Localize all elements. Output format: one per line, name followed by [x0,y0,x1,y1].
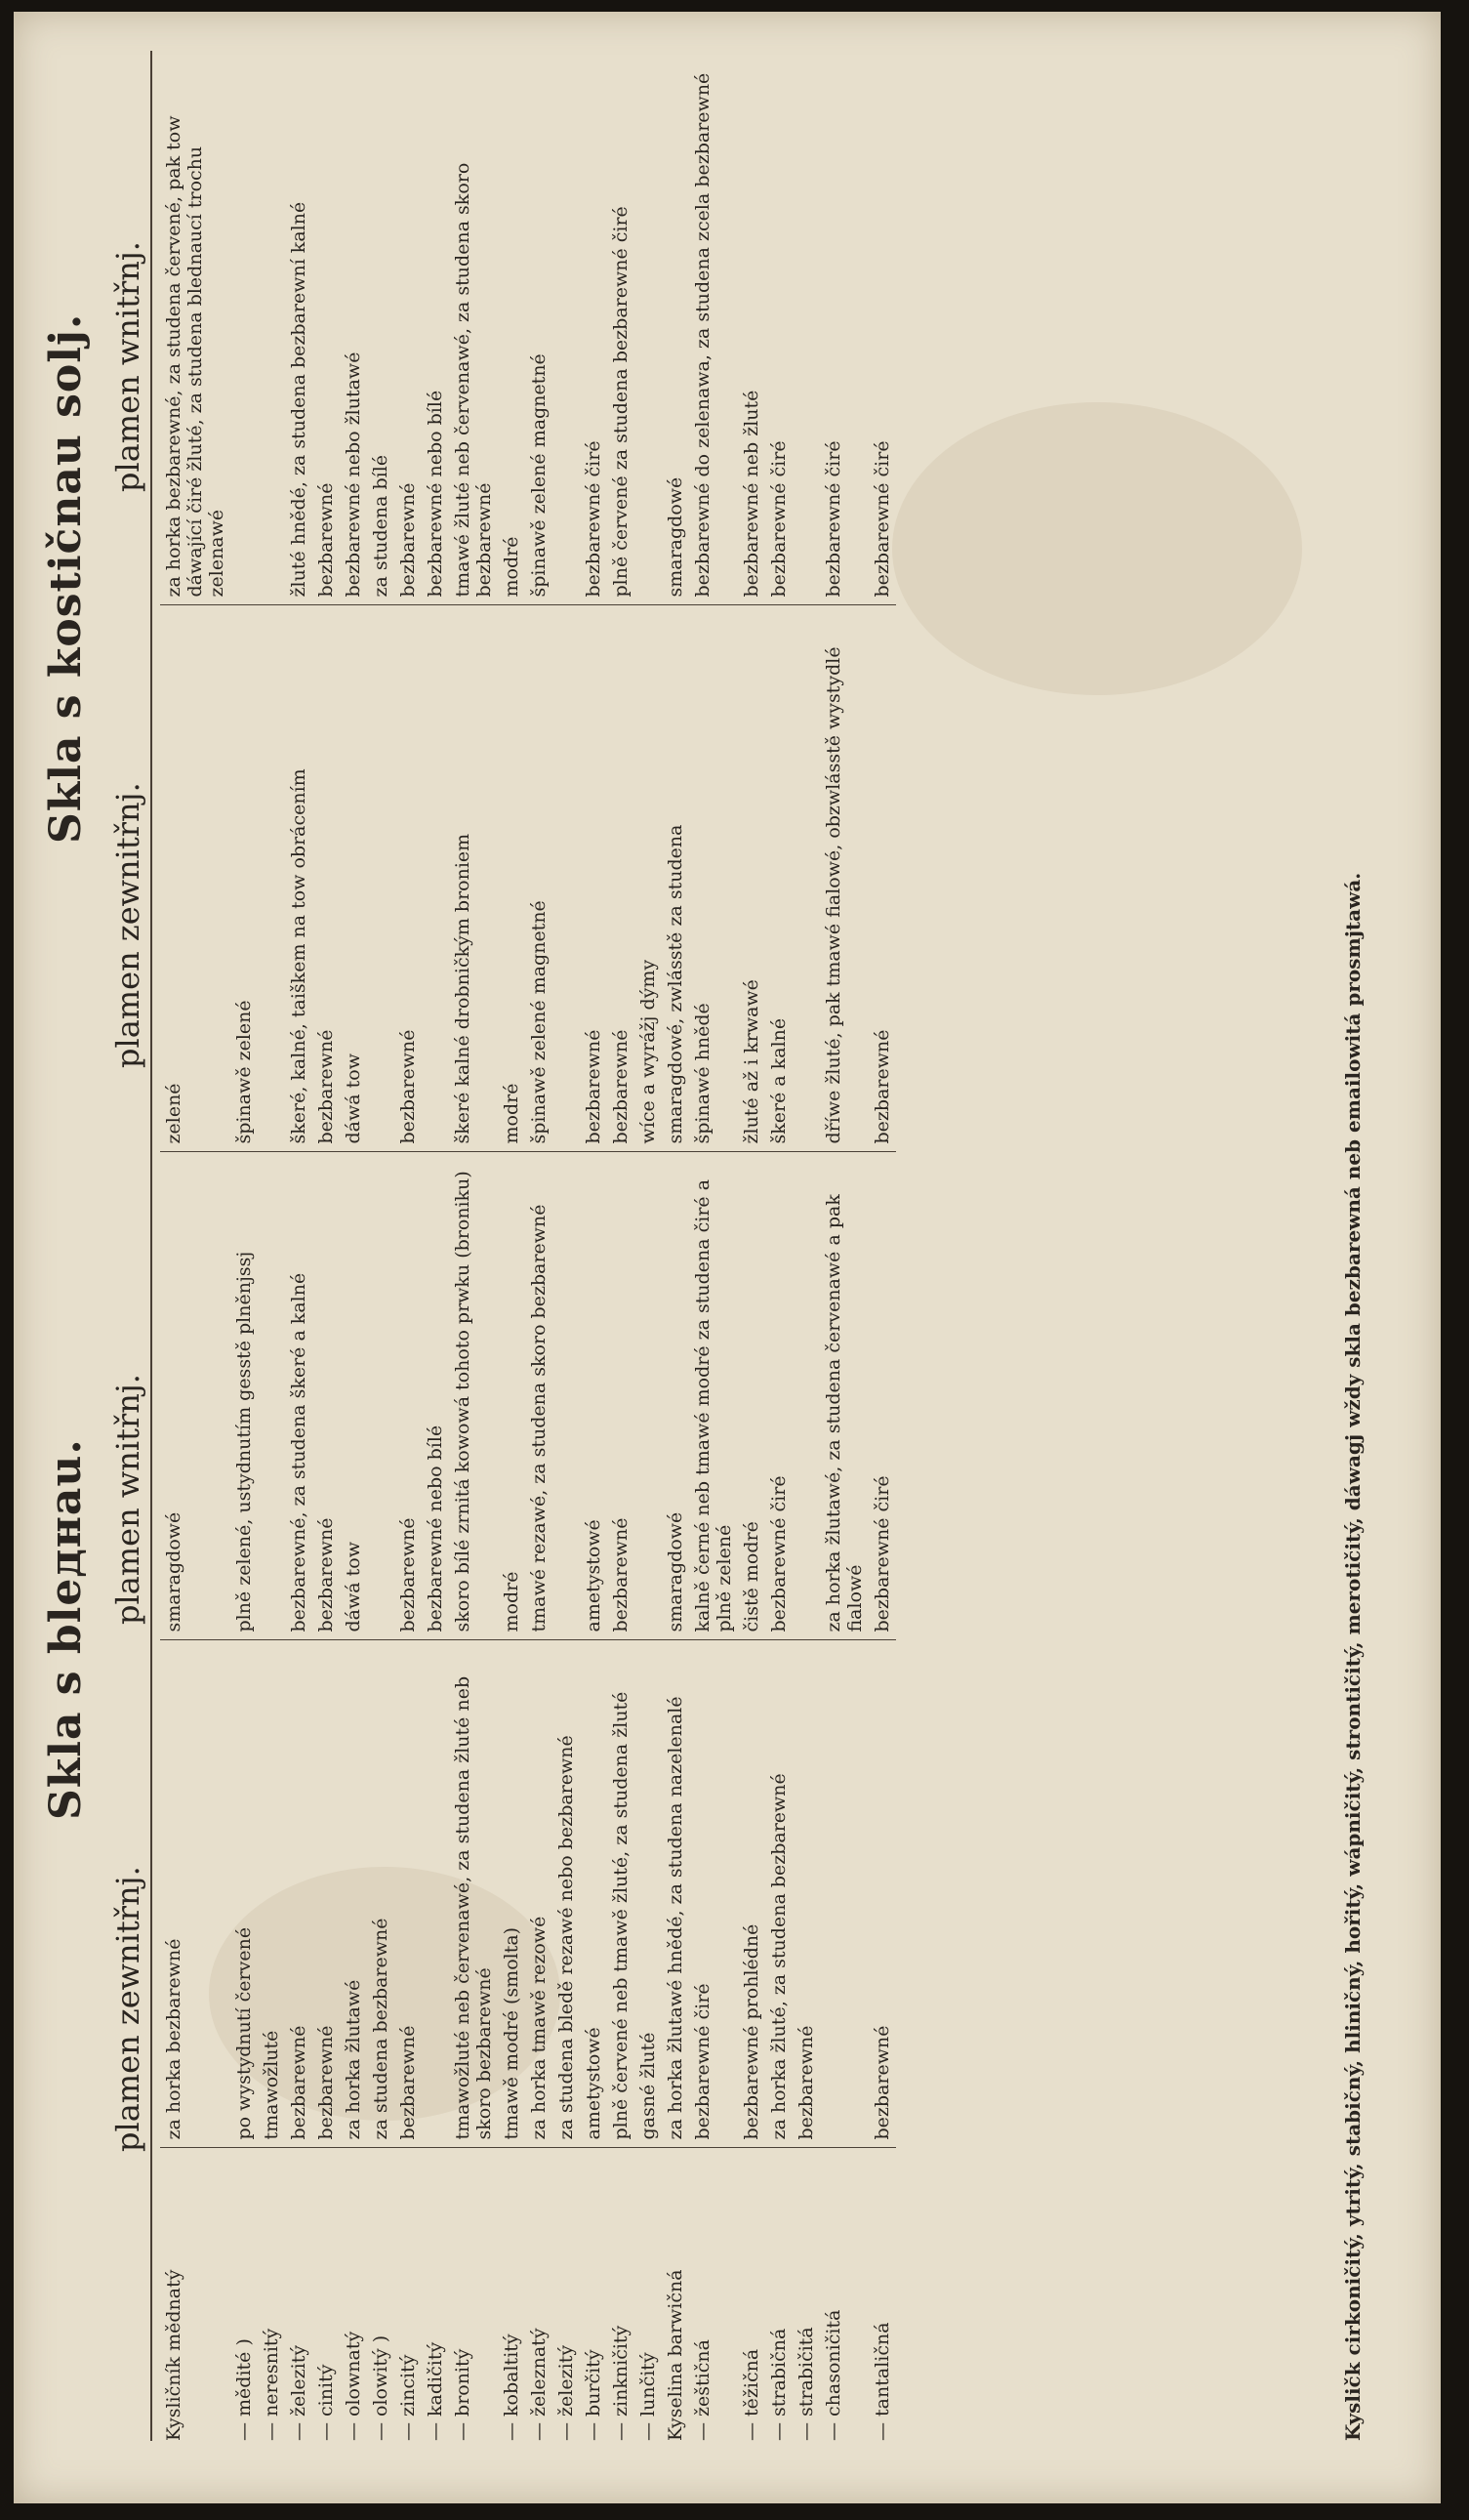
kosticna-outer-cell [422,605,449,1152]
footer-note: Kysličk cirkoničitý, ytritý, stabičný, hliničný, hořitý, wápničitý, strontičitý, merotičitý, dáwagj wždy skla bezbarewná neb emailowitá prosmjtawá. [1341,872,1365,2441]
kosticna-inner-cell: tmawé žluté neb červenawé, za studena skoro bezbarewné [449,59,498,605]
bledna-inner-cell: bezbarewné nebo bílé [422,1152,449,1640]
oxide-flame-table [160,59,896,2441]
substance-cell: — strabičitá [796,2327,817,2441]
kosticna-inner-cell: bezbarewné nebo žlutawé [340,59,367,605]
table-row [820,59,869,2441]
table-row [394,59,422,2441]
kosticna-inner-cell: modré [498,59,525,605]
table-row [285,59,312,2441]
bledna-inner-cell [793,1152,820,1640]
substance-cell: — železitý [555,2344,577,2441]
bledna-outer-cell: gasné žluté [634,1640,662,2148]
bledna-outer-cell: plně červené neb tmawě žluté, za studena žluté [607,1640,634,2148]
kosticna-inner-cell: smaragdowé [662,59,689,605]
subheader-inner-1: plamen wnitřnj. [109,1374,146,1625]
table-row [498,59,525,2441]
bledna-outer-cell: bezbarewné prohlédné [738,1640,765,2148]
kosticna-inner-cell [634,59,662,605]
table-row [449,59,498,2441]
table-row [580,59,607,2441]
kosticna-outer-cell: zelené [160,605,230,1152]
kosticna-outer-cell: bezbarewné [869,605,896,1152]
kosticna-outer-cell [367,605,394,1152]
bledna-inner-cell [634,1152,662,1640]
kosticna-outer-cell [552,605,580,1152]
table-row [160,59,230,2441]
bledna-inner-cell: dáwá tow [340,1152,367,1640]
substance-cell: — železnatý [528,2328,550,2441]
kosticna-inner-cell [230,59,258,605]
kosticna-inner-cell: plně červené za studena bezbarewné čiré [607,59,634,605]
table-row [367,59,394,2441]
table-row [230,59,258,2441]
substance-cell: — kadičitý [425,2341,446,2441]
bledna-outer-cell: bezbarewné [312,1640,340,2148]
table-row [662,59,689,2441]
kosticna-inner-cell [552,59,580,605]
bledna-inner-cell: bezbarewné čiré [765,1152,793,1640]
table-titles [41,70,146,2328]
kosticna-inner-cell: bezbarewné čiré [765,59,793,605]
kosticna-outer-cell: bezbarewné [607,605,634,1152]
rotated-table-sheet [14,12,1441,2503]
substance-cell: — cinitý [315,2364,337,2441]
table-row [869,59,896,2441]
substance-cell: — železitý [288,2344,309,2441]
substance-cell: Kyselina barwičná [665,2269,686,2441]
bledna-inner-cell [258,1152,285,1640]
kosticna-inner-cell: žluté hnědé, za studena bezbarewní kalné [285,59,312,605]
table-row [765,59,793,2441]
table-row [525,59,552,2441]
kosticna-outer-cell [793,605,820,1152]
bledna-outer-cell: za horka žlutawé hnědé, za studena nazelenalé [662,1640,689,2148]
bledna-outer-cell: za horka tmawě rezowé [525,1640,552,2148]
table-row [738,59,765,2441]
kosticna-inner-cell: bezbarewné čiré [869,59,896,605]
kosticna-outer-cell: bezbarewné [312,605,340,1152]
subheader-inner-2: plamen wnitřnj. [109,241,146,492]
kosticna-inner-cell [258,59,285,605]
bledna-inner-cell: bezbarewné, za studena škeré a kalné [285,1152,312,1640]
kosticna-outer-cell: bezbarewné [580,605,607,1152]
table-row [793,59,820,2441]
bledna-inner-cell: kalně černé neb tmawé modré za studena čiré a plně zelené [689,1152,738,1640]
table-row [312,59,340,2441]
group-title-kosticna: Skla s kostičnau solj. [41,312,91,844]
bledna-outer-cell: tmawožluté [258,1640,285,2148]
table-row [340,59,367,2441]
table-row [552,59,580,2441]
bledna-outer-cell [422,1640,449,2148]
header-rule [150,51,152,2441]
bledna-outer-cell: tmawožluté neb červenawé, za studena žluté neb skoro bezbarewné [449,1640,498,2148]
bledna-inner-cell: smaragdowé [160,1152,230,1640]
kosticna-outer-cell: bezbarewné [394,605,422,1152]
substance-cell: — zincitý [397,2354,419,2441]
substance-cell: — bronitý [452,2348,473,2441]
kosticna-outer-cell: dříwe žluté, pak tmawé fialowé, obzwlásstě wystydlé [820,605,869,1152]
substance-cell: — strabičná [768,2328,790,2441]
kosticna-outer-cell: smaragdowé, zwlásstě za studena [662,605,689,1152]
kosticna-outer-cell: škeré kalné drobničkým broniem [449,605,498,1152]
substance-cell: — olowitý ) [370,2334,391,2441]
table-row [607,59,634,2441]
bledna-outer-cell: za studena bezbarewné [367,1640,394,2148]
table-row [422,59,449,2441]
kosticna-inner-cell: špinawě zelené magnetné [525,59,552,605]
bledna-inner-cell: plně zelené, ustydnutím gesstě plněnjssj [230,1152,258,1640]
bledna-inner-cell: modré [498,1152,525,1640]
kosticna-inner-cell: bezbarewné nebo bílé [422,59,449,605]
bledna-inner-cell [552,1152,580,1640]
kosticna-outer-cell: špinawě zelené magnetné [525,605,552,1152]
substance-cell: — burčitý [583,2349,604,2441]
bledna-outer-cell: bezbarewné [869,1640,896,2148]
kosticna-outer-cell: škeré a kalné [765,605,793,1152]
table-row [634,59,662,2441]
bledna-inner-cell: bezbarewné [607,1152,634,1640]
bledna-inner-cell: ametystowé [580,1152,607,1640]
kosticna-outer-cell [258,605,285,1152]
subheader-outer-1: plamen zewnitřnj. [109,1866,146,2152]
kosticna-inner-cell: bezbarewné čiré [820,59,869,605]
substance-cell: — kobaltitý [501,2334,522,2441]
bledna-outer-cell: tmawě modré (smolta) [498,1640,525,2148]
bledna-inner-cell: skoro bílé zrnitá kowowá tohoto prwku (broniku) [449,1152,498,1640]
bledna-inner-cell: bezbarewné čiré [869,1152,896,1640]
table-row [258,59,285,2441]
kosticna-inner-cell: bezbarewné [312,59,340,605]
kosticna-outer-cell: špinawé hnědé [689,605,738,1152]
kosticna-inner-cell: bezbarewné [394,59,422,605]
scanned-page [14,12,1441,2503]
bledna-inner-cell [367,1152,394,1640]
substance-cell: — lunčitý [637,2352,659,2441]
kosticna-outer-cell: žluté až i krwawé [738,605,765,1152]
kosticna-outer-cell: modré [498,605,525,1152]
bledna-inner-cell: tmawé rezawé, za studena skoro bezbarewné [525,1152,552,1640]
kosticna-outer-cell: dáwá tow [340,605,367,1152]
bledna-outer-cell: bezbarewné [394,1640,422,2148]
substance-cell: — chasoničitá [823,2309,844,2441]
bledna-outer-cell: po wystydnutí červené [230,1640,258,2148]
kosticna-outer-cell: špinawě zelené [230,605,258,1152]
kosticna-inner-cell: bezbarewné neb žluté [738,59,765,605]
substance-cell: — tantaličná [872,2322,893,2441]
table-row [689,59,738,2441]
kosticna-inner-cell: za horka bezbarewné, za studena červené, pak tow dáwající čiré žluté, za studena blednaucí trochu zelenawé [160,59,230,605]
substance-cell: Kysličník mědnatý [163,2269,184,2441]
kosticna-inner-cell [793,59,820,605]
kosticna-inner-cell: bezbarewné do zelenawa, za studena zcela bezbarewné [689,59,738,605]
bledna-outer-cell: bezbarewné [793,1640,820,2148]
bledna-inner-cell: smaragdowé [662,1152,689,1640]
bledna-outer-cell: za horka žlutawé [340,1640,367,2148]
bledna-outer-cell [820,1640,869,2148]
bledna-inner-cell: za horka žlutawé, za studena červenawé a pak fialowé [820,1152,869,1640]
bledna-outer-cell: za horka bezbarewné [160,1640,230,2148]
group-title-bledna: Skla s bleднau. [41,1438,91,1820]
bledna-outer-cell: ametystowé [580,1640,607,2148]
bledna-inner-cell: bezbarewné [394,1152,422,1640]
substance-cell: — mědité ) [233,2338,255,2441]
kosticna-inner-cell: za studena bílé [367,59,394,605]
kosticna-inner-cell: bezbarewné čiré [580,59,607,605]
bledna-inner-cell: čistě modré [738,1152,765,1640]
kosticna-outer-cell: škeré, kalné, taiškem na tow obrácením [285,605,312,1152]
substance-cell: — neresnitý [261,2328,282,2441]
subheader-outer-2: plamen zewnitřnj. [109,782,146,1068]
substance-cell: — žeštičná [692,2339,714,2441]
bledna-inner-cell: bezbarewné [312,1152,340,1640]
substance-cell: — těžičná [741,2348,762,2441]
substance-cell: — olownatý [343,2331,364,2441]
bledna-outer-cell: za horka žluté, za studena bezbarewné [765,1640,793,2148]
bledna-outer-cell: bezbarewné [285,1640,312,2148]
bledna-outer-cell: za studena bledě rezawé nebo bezbarewné [552,1640,580,2148]
substance-cell: — zinkničitý [610,2325,632,2441]
bledna-outer-cell: bezbarewné čiré [689,1640,738,2148]
kosticna-outer-cell: wíce a wyrážj dýmy [634,605,662,1152]
